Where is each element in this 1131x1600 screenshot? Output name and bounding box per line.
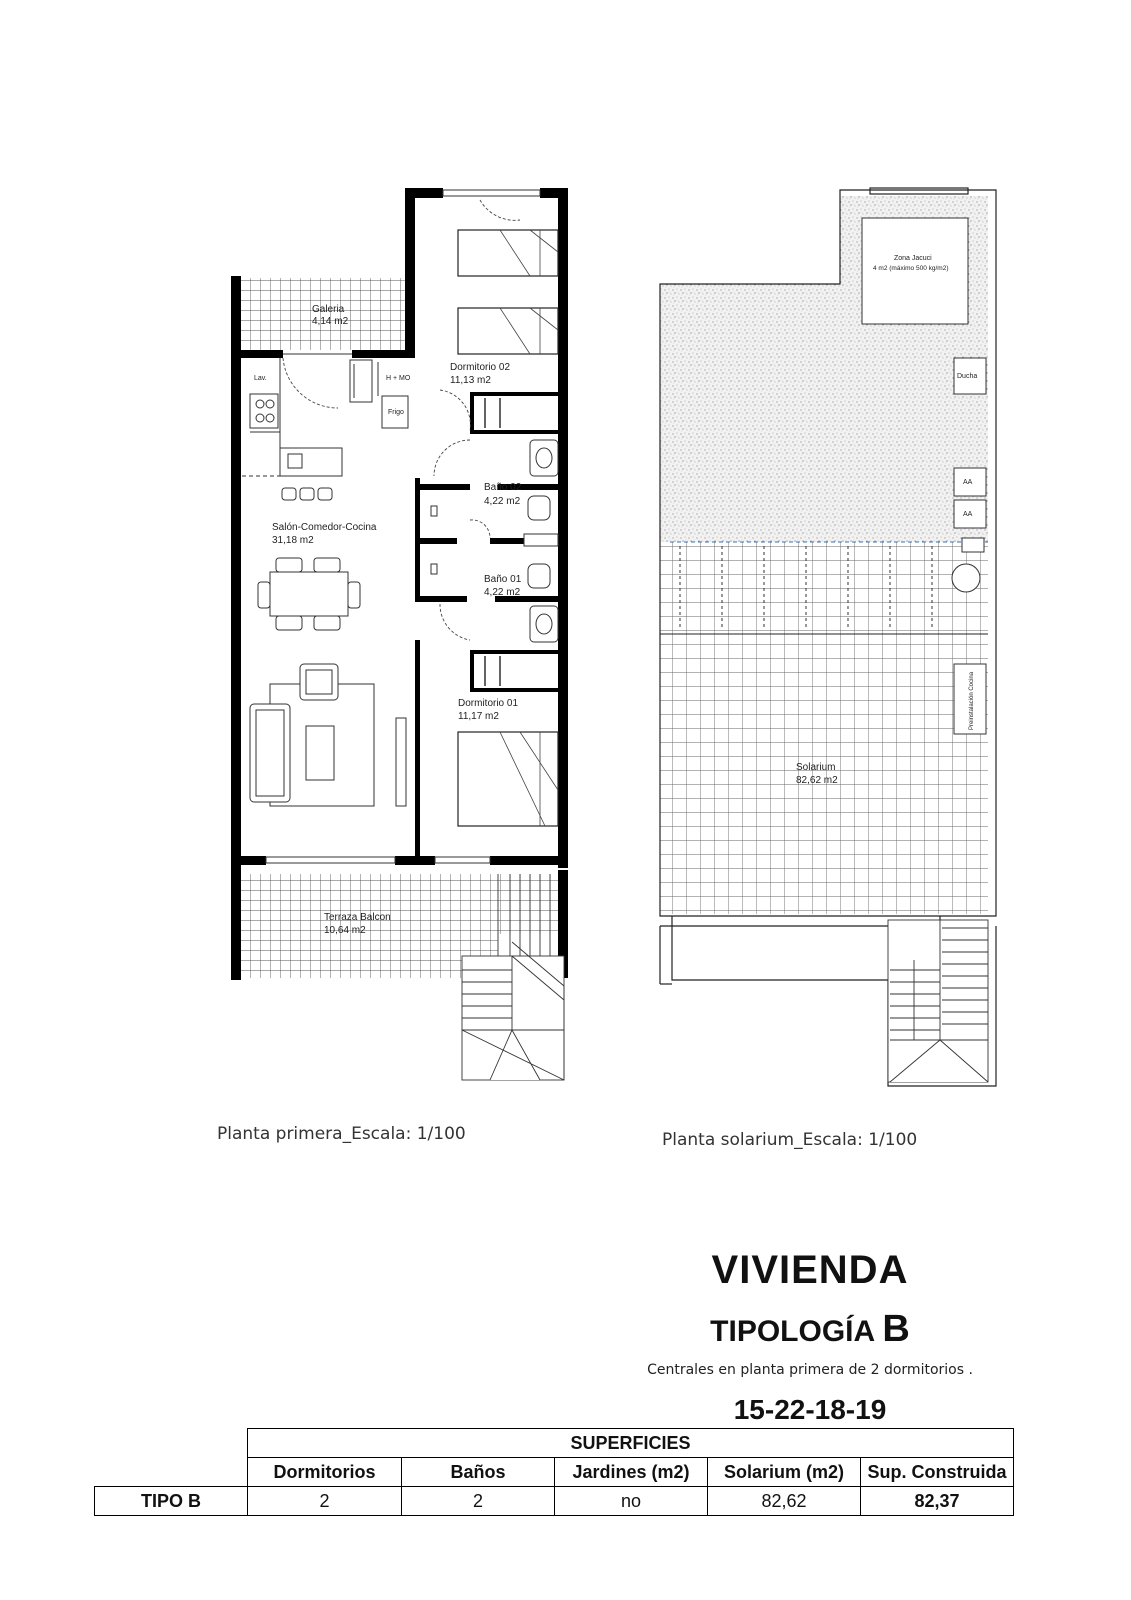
title-tipologia (560, 1308, 1060, 1351)
acs-tank (952, 564, 980, 592)
first-floor-caption: Planta primera_Escala: 1/100 (217, 1124, 466, 1144)
solarium-plan (660, 188, 996, 1086)
room-name-dormitorio01: Dormitorio 01 (458, 698, 519, 709)
cell-dormitorios: 2 (248, 1487, 402, 1516)
label-lav: Lav. (254, 375, 267, 382)
solarium-caption: Planta solarium_Escala: 1/100 (662, 1130, 918, 1150)
room-name-bano02: Baño 02 (484, 482, 522, 493)
col-dormitorios: Dormitorios (248, 1458, 402, 1487)
label-preinstalacion: Preinstalación Cocina (969, 671, 975, 730)
cell-solarium: 82,62 (708, 1487, 861, 1516)
label-hmo: H + MO (386, 375, 411, 382)
title-codes: 15-22-18-19 (733, 1394, 887, 1425)
room-area-dormitorio02: 11,13 m2 (450, 375, 491, 386)
room-area-terraza: 10,64 m2 (324, 925, 366, 936)
title-vivienda: VIVIENDA (711, 1248, 909, 1292)
col-banos: Baños (402, 1458, 555, 1487)
label-aa-2: AA (963, 511, 973, 518)
dining-table (270, 572, 348, 616)
label-frigo: Frigo (388, 409, 404, 416)
cell-sup-construida: 82,37 (861, 1487, 1014, 1516)
bed-dorm02-bottom (458, 308, 558, 354)
room-name-bano01: Baño 01 (484, 574, 522, 585)
label-jacuzzi-note: 4 m2 (máximo 500 kg/m2) (873, 265, 949, 272)
room-area-bano01: 4,22 m2 (484, 587, 521, 598)
bed-dorm01 (458, 732, 558, 826)
first-floor-plan (231, 188, 568, 1080)
room-area-dormitorio01: 11,17 m2 (458, 711, 499, 722)
table-header-row (95, 1458, 1014, 1487)
tipologia-letter: B (882, 1308, 910, 1350)
superficies-table (94, 1428, 1014, 1516)
tipologia-prefix: TIPOLOGÍA (710, 1315, 875, 1348)
bed-dorm02-top (458, 230, 558, 276)
superficies-header: SUPERFICIES (248, 1429, 1014, 1458)
cell-banos: 2 (402, 1487, 555, 1516)
tiled-zone (660, 542, 988, 914)
col-jardines: Jardines (m2) (555, 1458, 708, 1487)
label-solarium-area: 82,62 m2 (796, 775, 838, 786)
tv-unit (396, 718, 406, 806)
room-area-salon: 31,18 m2 (272, 535, 314, 546)
title-subtitle: Centrales en planta primera de 2 dormitorios . (647, 1362, 973, 1378)
room-area-galeria: 4,14 m2 (312, 316, 349, 327)
stair-landing (498, 874, 558, 934)
label-aa-1: AA (963, 479, 973, 486)
col-solarium: Solarium (m2) (708, 1458, 861, 1487)
room-name-terraza: Terraza Balcon (324, 912, 391, 923)
label-solarium-name: Solarium (796, 762, 836, 773)
cell-jardines: no (555, 1487, 708, 1516)
label-ducha: Ducha (957, 373, 978, 380)
room-name-dormitorio02: Dormitorio 02 (450, 362, 511, 373)
label-jacuzzi: Zona Jacuci (894, 255, 932, 262)
coffee-table (306, 726, 334, 780)
room-name-salon: Salón-Comedor-Cocina (272, 522, 377, 533)
table-section-row (95, 1429, 1014, 1458)
room-area-bano02: 4,22 m2 (484, 496, 521, 507)
terraza-floor (240, 874, 498, 978)
room-name-galeria: Galeria (312, 304, 345, 315)
table-row (95, 1487, 1014, 1516)
col-sup-construida: Sup. Construida (861, 1458, 1014, 1487)
row-label: TIPO B (95, 1487, 248, 1516)
